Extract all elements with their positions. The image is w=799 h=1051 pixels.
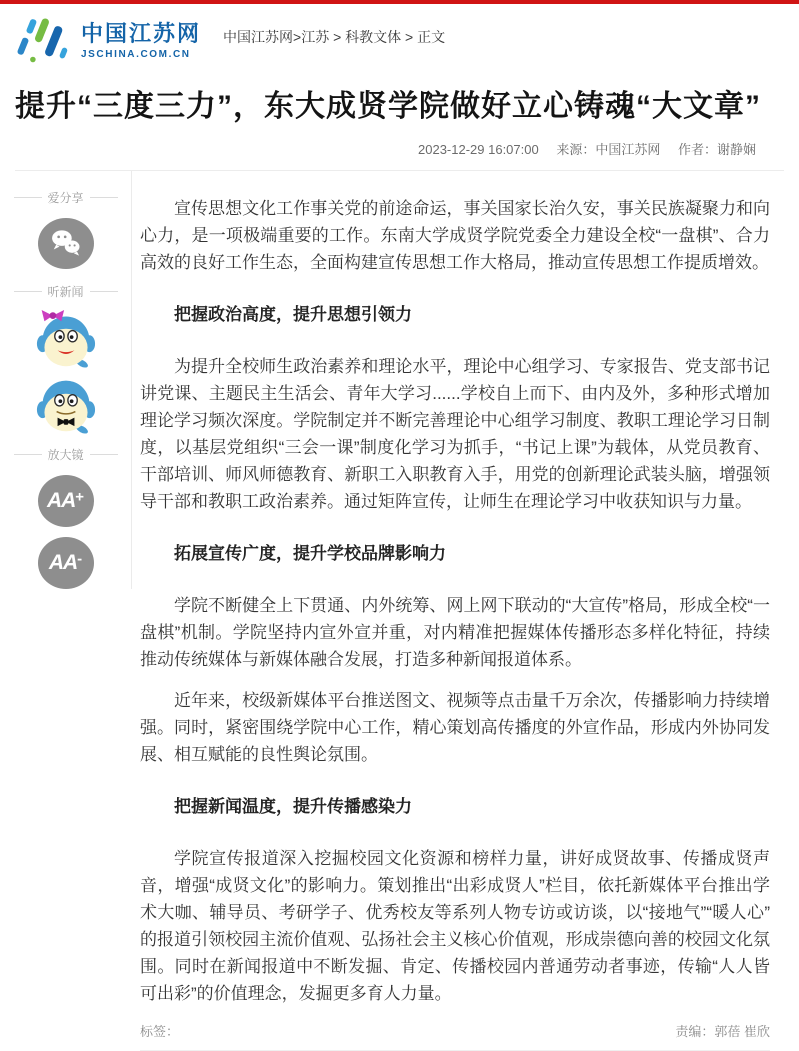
logo-slashes-icon xyxy=(15,16,73,66)
tags-label: 标签： xyxy=(140,1023,180,1039)
magnifier-section-label: 放大镜 xyxy=(14,446,118,463)
article-subheading: 把握新闻温度，提升传播感染力 xyxy=(174,796,412,816)
article-subheading: 拓展宣传广度，提升学校品牌影响力 xyxy=(174,543,446,563)
article-paragraph: 学院不断健全上下贯通、内外统筹、网上网下联动的“大宣传”格局，形成全校“一盘棋”机制。学院坚持内宣外宣并重，对内精准把握媒体传播形态多样化特征，持续推动传统媒体与新媒体融合发展，打造多种新闻报道体系。 xyxy=(140,595,770,669)
male-puffer-mascot-icon xyxy=(36,374,96,436)
main-content xyxy=(0,171,799,1051)
font-decrease-button[interactable] xyxy=(38,537,94,589)
publish-date: 2023-12-29 16:07:00 xyxy=(418,141,539,157)
font-decrease-label: AA- xyxy=(48,550,83,574)
logo-text xyxy=(81,22,201,60)
font-increase-label: AA+ xyxy=(46,488,85,512)
sidebar-tools xyxy=(0,171,132,589)
wechat-share-button[interactable] xyxy=(38,218,94,270)
site-domain: JSCHINA.COM.CN xyxy=(81,49,191,61)
article-subheading: 把握政治高度，提升思想引领力 xyxy=(174,304,412,324)
editor-credit: 责编：郭蓓 崔欣 xyxy=(675,1023,770,1039)
site-header xyxy=(0,4,799,76)
article-meta xyxy=(15,139,784,158)
wechat-icon xyxy=(48,225,84,261)
site-logo[interactable] xyxy=(15,16,201,66)
article-paragraph: 为提升全校师生政治素养和理论水平，理论中心组学习、专家报告、党支部书记讲党课、主题民主生活会、青年大学习......学校自上而下、由内及外，多种形式增加理论学习频次深度。学院制定并不断完善理论中心组学习制度、教职工理论学习日制度，以基层党组织“三会一课”制度化学习为抓手，“书记上课”为载体，从党员教育、干部培训、师风师德教育、新职工入职教育入手，用党的创新理论武装头脑，增强领导干部和教职工政治素养。通过矩阵宣传，让师生在理论学习中收获知识与力量。 xyxy=(140,356,770,511)
article-paragraph: 学院宣传报道深入挖掘校园文化资源和榜样力量，讲好成贤故事、传播成贤声音，增强“成贤文化”的影响力。策划推出“出彩成贤人”栏目，依托新媒体平台推出学术大咖、辅导员、考研学子、优秀校友等系列人物专访或访谈，以“接地气”“暖人心”的报道引领校园主流价值观、弘扬社会主义核心价值观，形成崇德向善的校园文化氛围。同时在新闻报道中不断发掘、肯定、传播校园内普通劳动者事迹，传输“人人皆可出彩”的价值理念，发掘更多育人力量。 xyxy=(140,848,770,1003)
article-footer xyxy=(140,1021,770,1040)
footer-divider xyxy=(140,1050,770,1051)
listen-female-voice-button[interactable] xyxy=(36,308,96,370)
article-column xyxy=(132,171,799,1051)
article-paragraph: 宣传思想文化工作事关党的前途命运，事关国家长治久安，事关民族凝聚力和向心力，是一项极端重要的工作。东南大学成贤学院党委全力建设全校“一盘棋”、合力高效的良好工作生态，全面构建宣传思想工作大格局，推动宣传思想工作提质增效。 xyxy=(140,198,770,272)
share-section-label: 爱分享 xyxy=(14,189,118,206)
article-body xyxy=(140,195,770,1007)
font-increase-button[interactable] xyxy=(38,475,94,527)
author-label: 作者：谢静娴 xyxy=(677,141,756,157)
article-paragraph: 近年来，校级新媒体平台推送图文、视频等点击量千万余次，传播影响力持续增强。同时，紧密围绕学院中心工作，精心策划高传播度的外宣作品，形成内外协同发展、相互赋能的良性舆论氛围。 xyxy=(140,690,770,764)
listen-section-label: 听新闻 xyxy=(14,283,118,300)
listen-male-voice-button[interactable] xyxy=(36,374,96,436)
site-name: 中国江苏网 xyxy=(81,20,202,46)
female-puffer-mascot-icon xyxy=(36,308,96,370)
breadcrumb[interactable]: 中国江苏网>江苏 > 科教文体 > 正文 xyxy=(223,29,446,45)
title-section xyxy=(0,90,799,171)
page-title: 提升“三度三力”，东大成贤学院做好立心铸魂“大文章” xyxy=(15,90,761,123)
source-label: 来源：中国江苏网 xyxy=(556,141,661,157)
